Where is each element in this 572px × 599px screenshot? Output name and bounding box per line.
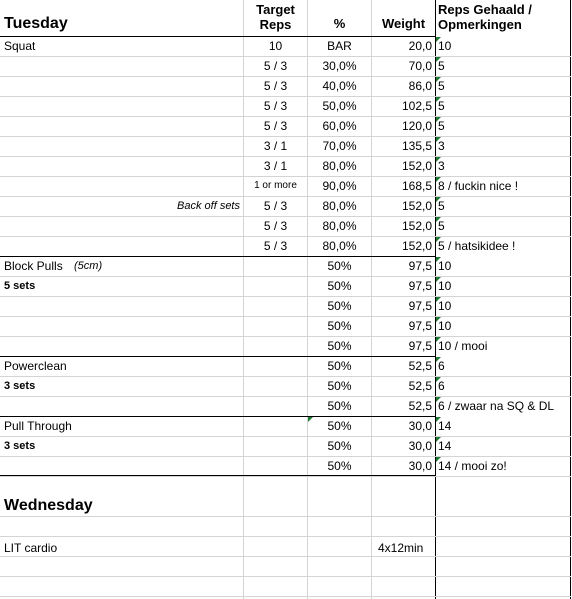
notes-cell[interactable]: 5 xyxy=(438,59,445,73)
weight-cell[interactable]: 152,0 xyxy=(401,199,432,213)
set-note[interactable]: Back off sets xyxy=(177,200,240,212)
percent-cell[interactable]: 80,0% xyxy=(322,159,357,173)
exercise-name[interactable]: Block Pulls xyxy=(4,259,63,273)
comment-indicator-icon[interactable] xyxy=(436,237,441,242)
target-reps-cell[interactable]: 5 / 3 xyxy=(263,59,288,73)
exercise-name[interactable]: 3 sets xyxy=(4,440,36,452)
target-reps-cell[interactable]: 5 / 3 xyxy=(263,199,288,213)
percent-cell[interactable]: 50% xyxy=(327,379,352,393)
notes-cell[interactable]: 10 xyxy=(438,279,452,293)
percent-cell[interactable]: 50% xyxy=(327,419,352,433)
exercise-name[interactable]: 3 sets xyxy=(4,380,36,392)
exercise-note[interactable]: (5cm) xyxy=(74,260,103,272)
exercise-name-lit-cardio[interactable]: LIT cardio xyxy=(4,541,58,555)
exercise-name[interactable]: Powerclean xyxy=(4,359,67,373)
comment-indicator-icon[interactable] xyxy=(436,397,441,402)
row-divider xyxy=(0,436,571,437)
target-reps-cell[interactable]: 1 or more xyxy=(254,180,297,191)
comment-indicator-icon[interactable] xyxy=(436,257,441,262)
weight-cell[interactable]: 102,5 xyxy=(401,99,432,113)
notes-cell[interactable]: 5 xyxy=(438,219,445,233)
exercise-name[interactable]: 5 sets xyxy=(4,280,36,292)
comment-indicator-icon[interactable] xyxy=(436,77,441,82)
target-reps-cell[interactable]: 3 / 1 xyxy=(263,159,288,173)
header-target-reps: Target Reps xyxy=(256,2,295,32)
comment-indicator-icon[interactable] xyxy=(436,197,441,202)
notes-cell[interactable]: 5 xyxy=(438,119,445,133)
row-divider xyxy=(0,296,571,297)
weight-cell[interactable]: 70,0 xyxy=(408,59,432,73)
exercise-name[interactable]: Squat xyxy=(4,39,36,53)
comment-indicator-icon[interactable] xyxy=(436,37,441,42)
weight-cell[interactable]: 97,5 xyxy=(408,319,432,333)
comment-indicator-icon[interactable] xyxy=(436,117,441,122)
comment-indicator-icon[interactable] xyxy=(436,57,441,62)
notes-cell[interactable]: 5 / hatsikidee ! xyxy=(438,239,516,253)
weight-cell[interactable]: 152,0 xyxy=(401,159,432,173)
percent-cell[interactable]: 50% xyxy=(327,359,352,373)
percent-cell[interactable]: 80,0% xyxy=(322,239,357,253)
comment-indicator-icon[interactable] xyxy=(436,357,441,362)
comment-indicator-icon[interactable] xyxy=(436,417,441,422)
percent-cell[interactable]: 90,0% xyxy=(322,179,357,193)
notes-cell[interactable]: 6 / zwaar na SQ & DL xyxy=(438,399,555,413)
notes-cell[interactable]: 3 xyxy=(438,159,445,173)
row-divider xyxy=(0,476,571,477)
target-reps-cell[interactable]: 5 / 3 xyxy=(263,79,288,93)
percent-cell[interactable]: 50% xyxy=(327,439,352,453)
row-divider xyxy=(0,276,571,277)
comment-indicator-icon[interactable] xyxy=(436,317,441,322)
column-divider xyxy=(570,0,571,599)
comment-indicator-icon[interactable] xyxy=(436,177,441,182)
row-divider xyxy=(0,516,571,517)
notes-cell[interactable]: 3 xyxy=(438,139,445,153)
percent-cell[interactable]: 50% xyxy=(327,299,352,313)
weight-cell[interactable]: 152,0 xyxy=(401,219,432,233)
percent-cell[interactable]: 50% xyxy=(327,339,352,353)
target-reps-cell[interactable]: 5 / 3 xyxy=(263,219,288,233)
notes-cell[interactable]: 6 xyxy=(438,359,445,373)
weight-cell[interactable]: 30,0 xyxy=(408,439,432,453)
notes-cell[interactable]: 14 xyxy=(438,419,452,433)
comment-indicator-icon[interactable] xyxy=(436,217,441,222)
comment-indicator-icon[interactable] xyxy=(436,337,441,342)
weight-cell[interactable]: 120,0 xyxy=(401,119,432,133)
weight-cell[interactable]: 168,5 xyxy=(401,179,432,193)
row-divider xyxy=(0,596,571,597)
percent-cell[interactable]: 50% xyxy=(327,459,352,473)
day-heading-wednesday: Wednesday xyxy=(4,497,93,514)
comment-indicator-icon[interactable] xyxy=(436,437,441,442)
notes-cell[interactable]: 10 xyxy=(438,299,452,313)
row-divider xyxy=(0,556,571,557)
weight-cell[interactable]: 20,0 xyxy=(408,39,432,53)
target-reps-cell[interactable]: 10 xyxy=(268,39,283,53)
weight-cell[interactable]: 30,0 xyxy=(408,459,432,473)
weight-cell[interactable]: 97,5 xyxy=(408,279,432,293)
percent-cell[interactable]: 30,0% xyxy=(322,59,357,73)
comment-indicator-icon[interactable] xyxy=(308,417,313,422)
percent-cell[interactable]: 50,0% xyxy=(322,99,357,113)
notes-cell[interactable]: 10 xyxy=(438,39,452,53)
percent-cell[interactable]: 60,0% xyxy=(322,119,357,133)
percent-cell[interactable]: 80,0% xyxy=(322,199,357,213)
notes-cell[interactable]: 5 xyxy=(438,99,445,113)
weight-cell[interactable]: 52,5 xyxy=(408,399,432,413)
comment-indicator-icon[interactable] xyxy=(436,377,441,382)
weight-cell[interactable]: 152,0 xyxy=(401,239,432,253)
row-divider xyxy=(0,576,571,577)
target-reps-cell[interactable]: 3 / 1 xyxy=(263,139,288,153)
comment-indicator-icon[interactable] xyxy=(436,457,441,462)
comment-indicator-icon[interactable] xyxy=(436,97,441,102)
percent-cell[interactable]: 50% xyxy=(327,319,352,333)
cardio-detail[interactable]: 4x12min xyxy=(378,541,424,555)
percent-cell[interactable]: BAR xyxy=(327,39,352,53)
notes-cell[interactable]: 10 / mooi xyxy=(438,339,488,353)
percent-cell[interactable]: 70,0% xyxy=(322,139,357,153)
notes-cell[interactable]: 14 / mooi zo! xyxy=(438,459,507,473)
notes-cell[interactable]: 10 xyxy=(438,259,452,273)
notes-cell[interactable]: 10 xyxy=(438,319,452,333)
comment-indicator-icon[interactable] xyxy=(436,277,441,282)
target-reps-cell[interactable]: 5 / 3 xyxy=(263,119,288,133)
notes-cell[interactable]: 5 xyxy=(438,79,445,93)
day-heading-tuesday: Tuesday xyxy=(4,15,68,32)
percent-cell[interactable]: 50% xyxy=(327,399,352,413)
percent-cell[interactable]: 50% xyxy=(327,259,352,273)
row-divider xyxy=(0,536,571,537)
comment-indicator-icon[interactable] xyxy=(436,137,441,142)
weight-cell[interactable]: 135,5 xyxy=(401,139,432,153)
notes-cell[interactable]: 5 xyxy=(438,199,445,213)
weight-cell[interactable]: 30,0 xyxy=(408,419,432,433)
percent-cell[interactable]: 50% xyxy=(327,279,352,293)
target-reps-cell[interactable]: 5 / 3 xyxy=(263,239,288,253)
target-reps-cell[interactable]: 5 / 3 xyxy=(263,99,288,113)
header-percent: % xyxy=(333,16,346,31)
row-divider xyxy=(0,376,571,377)
weight-cell[interactable]: 97,5 xyxy=(408,299,432,313)
comment-indicator-icon[interactable] xyxy=(436,297,441,302)
weight-cell[interactable]: 97,5 xyxy=(408,339,432,353)
percent-cell[interactable]: 80,0% xyxy=(322,219,357,233)
notes-cell[interactable]: 6 xyxy=(438,379,445,393)
notes-cell[interactable]: 14 xyxy=(438,439,452,453)
weight-cell[interactable]: 52,5 xyxy=(408,359,432,373)
percent-cell[interactable]: 40,0% xyxy=(322,79,357,93)
row-divider xyxy=(0,316,571,317)
header-notes: Reps Gehaald / Opmerkingen xyxy=(438,2,532,32)
weight-cell[interactable]: 52,5 xyxy=(408,379,432,393)
exercise-name[interactable]: Pull Through xyxy=(4,419,72,433)
header-weight: Weight xyxy=(381,16,426,31)
notes-cell[interactable]: 8 / fuckin nice ! xyxy=(438,179,519,193)
weight-cell[interactable]: 86,0 xyxy=(408,79,432,93)
weight-cell[interactable]: 97,5 xyxy=(408,259,432,273)
comment-indicator-icon[interactable] xyxy=(436,157,441,162)
